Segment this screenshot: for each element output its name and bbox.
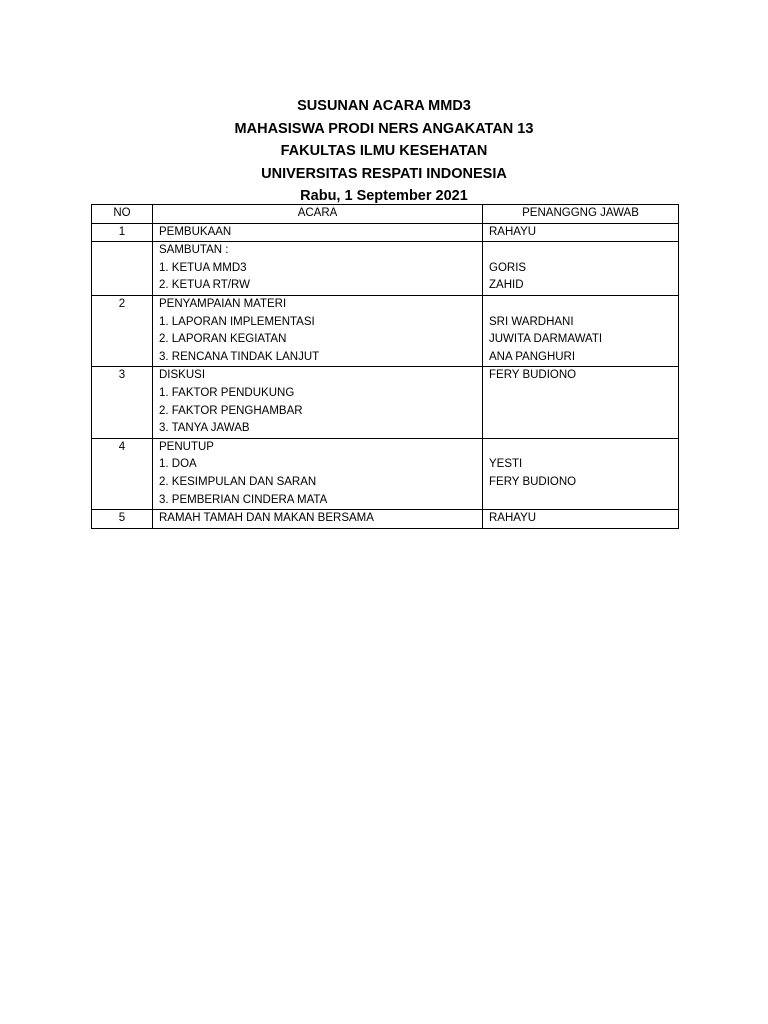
cell-no [92, 438, 153, 509]
cell-line: 2. LAPORAN KEGIATAN [159, 333, 287, 346]
title-line-1: SUSUNAN ACARA MMD3 [297, 98, 471, 114]
cell-line: 4 [118, 440, 126, 453]
cell-line: RAMAH TAMAH DAN MAKAN BERSAMA [159, 512, 374, 525]
table-row [92, 295, 679, 366]
cell-line [489, 242, 672, 260]
cell-acara [153, 438, 483, 509]
cell-acara [153, 223, 483, 242]
cell-penanggung-jawab [483, 295, 679, 366]
title-line-3: FAKULTAS ILMU KESEHATAN [280, 143, 488, 159]
cell-no [92, 367, 153, 438]
table-row [92, 223, 679, 242]
cell-no [92, 295, 153, 366]
cell-line: YESTI [489, 458, 523, 471]
cell-line: PENUTUP [159, 440, 214, 453]
cell-penanggung-jawab [483, 510, 679, 529]
cell-no [92, 223, 153, 242]
cell-line: 3. PEMBERIAN CINDERA MATA [159, 493, 328, 506]
document-title-block [0, 95, 768, 208]
cell-line: 1. DOA [159, 458, 197, 471]
cell-line: 5 [118, 512, 126, 525]
column-header-no: NO [92, 205, 153, 224]
cell-line [489, 403, 672, 421]
cell-line [98, 242, 146, 260]
cell-line: 2. KETUA RT/RW [159, 279, 250, 292]
cell-line: ZAHID [489, 279, 524, 292]
cell-penanggung-jawab [483, 367, 679, 438]
title-line-4: UNIVERSITAS RESPATI INDONESIA [261, 165, 507, 182]
cell-line: FERY BUDIONO [489, 475, 577, 488]
cell-line: 1. FAKTOR PENDUKUNG [159, 386, 295, 399]
table-row [92, 367, 679, 438]
table-row [92, 242, 679, 296]
title-date: Rabu, 1 September 2021 [300, 188, 468, 204]
cell-line: 2 [118, 297, 126, 310]
cell-line: RAHAYU [489, 225, 537, 238]
cell-penanggung-jawab [483, 438, 679, 509]
cell-line: 1. LAPORAN IMPLEMENTASI [159, 315, 315, 328]
cell-line: 3 [118, 369, 126, 382]
cell-line: GORIS [489, 261, 527, 274]
cell-line: JUWITA DARMAWATI [489, 333, 603, 346]
cell-line: FERY BUDIONO [489, 369, 577, 382]
table-row [92, 510, 679, 529]
table-header-row [92, 205, 679, 224]
cell-line: SAMBUTAN : [159, 244, 229, 257]
cell-penanggung-jawab [483, 223, 679, 242]
cell-line: 2. KESIMPULAN DAN SARAN [159, 475, 317, 488]
table-row [92, 438, 679, 509]
cell-line: PEMBUKAAN [159, 225, 232, 238]
cell-acara [153, 510, 483, 529]
cell-line: SRI WARDHANI [489, 315, 574, 328]
cell-line [489, 296, 672, 314]
cell-line: 3. TANYA JAWAB [159, 422, 250, 435]
cell-acara [153, 295, 483, 366]
cell-line: ANA PANGHURI [489, 350, 576, 363]
cell-line: 2. FAKTOR PENGHAMBAR [159, 404, 303, 417]
cell-no [92, 242, 153, 296]
cell-line [489, 420, 672, 438]
cell-acara [153, 242, 483, 296]
column-header-penanggung-jawab: PENANGGNG JAWAB [483, 205, 679, 224]
title-line-2: MAHASISWA PRODI NERS ANGAKATAN 13 [234, 120, 534, 137]
cell-line [489, 385, 672, 403]
cell-line: DISKUSI [159, 369, 206, 382]
cell-penanggung-jawab [483, 242, 679, 296]
cell-line: 1 [118, 225, 126, 238]
cell-line [489, 492, 672, 510]
cell-acara [153, 367, 483, 438]
cell-line [489, 439, 672, 457]
cell-line: RAHAYU [489, 512, 537, 525]
cell-line: 1. KETUA MMD3 [159, 261, 247, 274]
column-header-acara: ACARA [153, 205, 483, 224]
cell-line: PENYAMPAIAN MATERI [159, 297, 287, 310]
cell-line: 3. RENCANA TINDAK LANJUT [159, 350, 320, 363]
agenda-table [91, 204, 679, 529]
cell-no [92, 510, 153, 529]
